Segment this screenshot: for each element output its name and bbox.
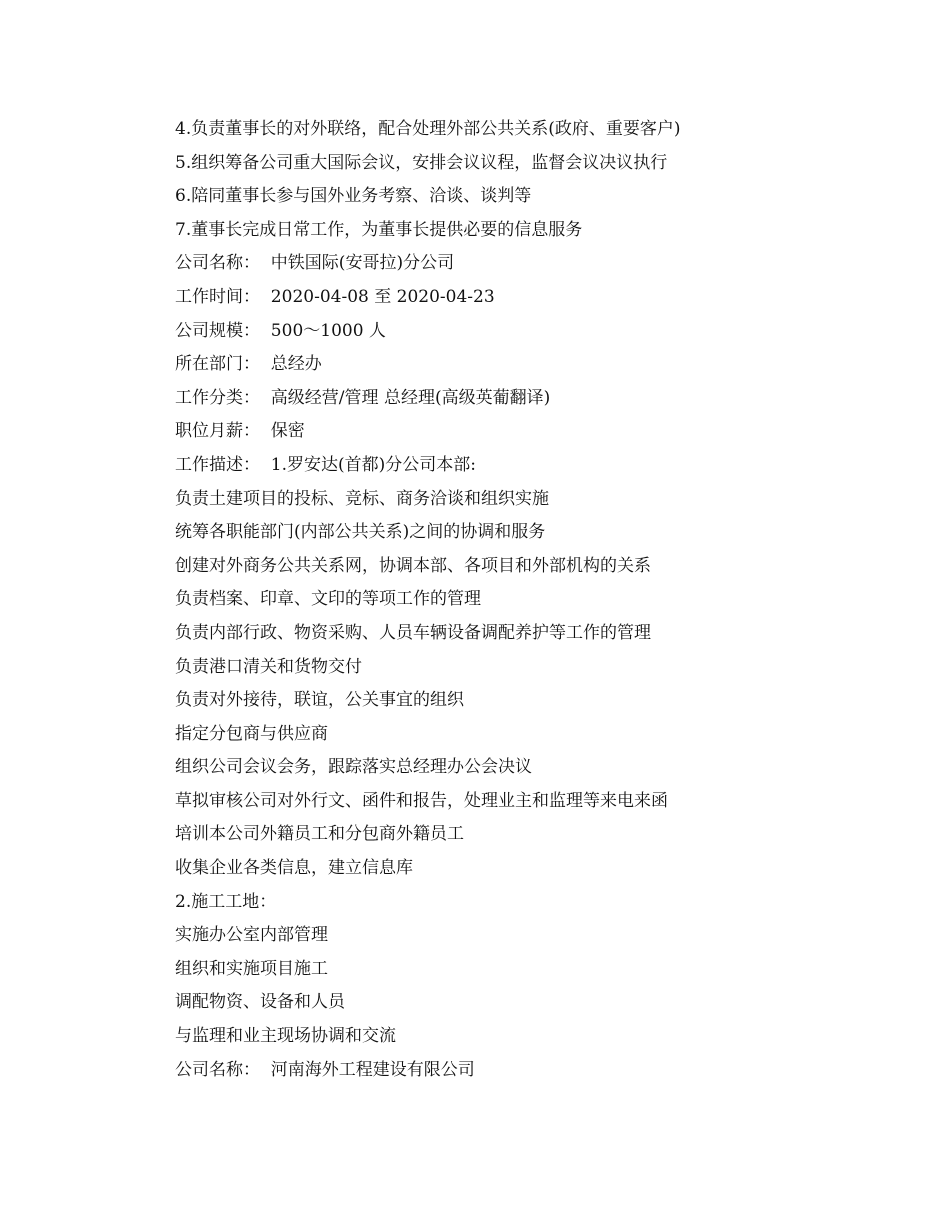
text-line: 6.陪同董事长参与国外业务考察、洽谈、谈判等 — [175, 186, 532, 207]
text-line: 组织公司会议会务，跟踪落实总经理办公会决议 — [175, 757, 532, 778]
text-line: 负责土建项目的投标、竞标、商务洽谈和组织实施 — [175, 488, 549, 509]
job-category-line: 工作分类： 高级经营/管理 总经理(高级英葡翻译) — [175, 387, 551, 408]
text-line: 负责档案、印章、文印的等项工作的管理 — [175, 589, 481, 610]
department-line: 所在部门： 总经办 — [175, 354, 322, 375]
job-description-line: 工作描述： 1.罗安达(首都)分公司本部: — [175, 454, 477, 475]
document-body — [175, 113, 875, 1087]
company-name-line: 公司名称： 河南海外工程建设有限公司 — [175, 1059, 475, 1080]
text-line: 组织和实施项目施工 — [175, 958, 328, 979]
text-line: 创建对外商务公共关系网，协调本部、各项目和外部机构的关系 — [175, 555, 651, 576]
text-line: 7.董事长完成日常工作，为董事长提供必要的信息服务 — [175, 219, 583, 240]
section-heading-line: 2.施工工地： — [175, 891, 277, 912]
text-line: 指定分包商与供应商 — [175, 723, 328, 744]
text-line: 负责内部行政、物资采购、人员车辆设备调配养护等工作的管理 — [175, 622, 651, 643]
monthly-salary-line: 职位月薪： 保密 — [175, 421, 305, 442]
text-line: 培训本公司外籍员工和分包商外籍员工 — [175, 824, 464, 845]
text-line: 实施办公室内部管理 — [175, 925, 328, 946]
company-name-line: 公司名称： 中铁国际(安哥拉)分公司 — [175, 253, 455, 274]
text-line: 统筹各职能部门(内部公共关系)之间的协调和服务 — [175, 522, 546, 543]
company-size-line: 公司规模： 500～1000 人 — [175, 320, 386, 341]
text-line: 调配物资、设备和人员 — [175, 992, 345, 1013]
work-period-line: 工作时间： 2020-04-08 至 2020-04-23 — [175, 286, 495, 307]
text-line: 5.组织筹备公司重大国际会议，安排会议议程，监督会议决议执行 — [175, 152, 668, 173]
text-line: 收集企业各类信息，建立信息库 — [175, 858, 413, 879]
text-line: 负责港口清关和货物交付 — [175, 656, 362, 677]
text-line: 4.负责董事长的对外联络，配合处理外部公共关系(政府、重要客户) — [175, 119, 681, 139]
text-line: 负责对外接待，联谊，公关事宜的组织 — [175, 690, 464, 711]
text-line: 草拟审核公司对外行文、函件和报告，处理业主和监理等来电来函 — [175, 790, 668, 811]
text-line: 与监理和业主现场协调和交流 — [175, 1026, 396, 1047]
